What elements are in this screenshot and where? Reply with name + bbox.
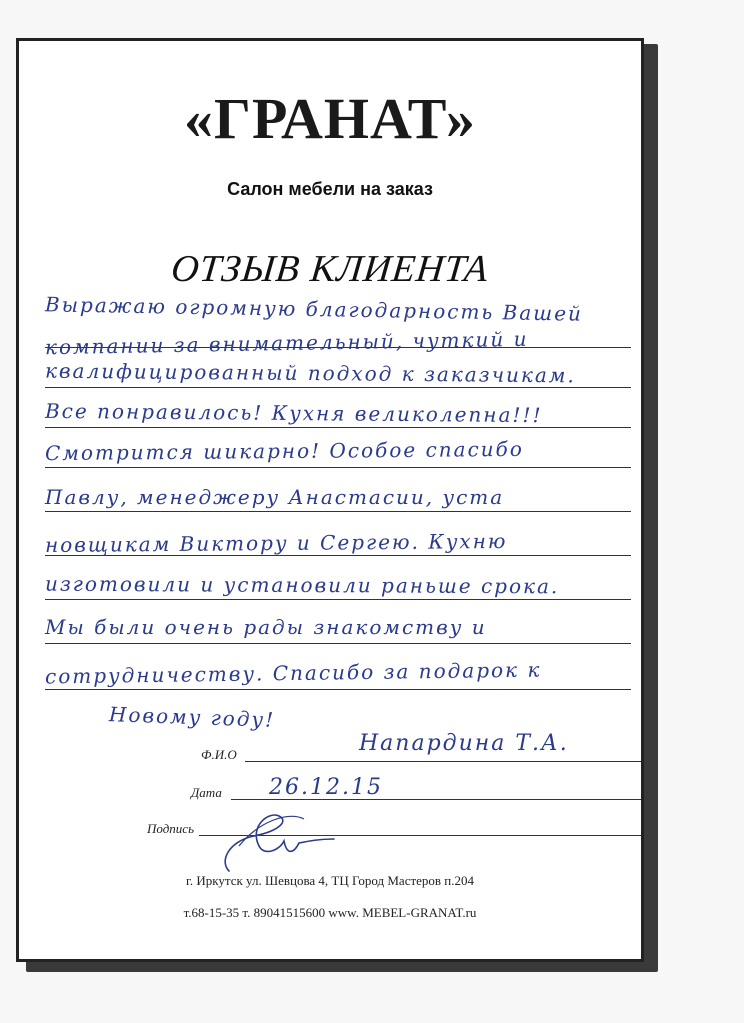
review-line-11: Новому году!: [108, 702, 276, 732]
review-line-3: квалифицированный подход к заказчикам.: [44, 358, 576, 388]
rule-line: [45, 511, 631, 512]
rule-line: [45, 387, 631, 388]
review-line-10: сотрудничеству. Спасибо за подарок к: [44, 657, 542, 689]
signature-label: Подпись: [147, 821, 194, 836]
date-value: 26.12.15: [269, 775, 383, 800]
review-line-6: Павлу, менеджеру Анастасии, уста: [45, 485, 505, 509]
company-subtitle: Салон мебели на заказ: [227, 179, 433, 199]
rule-line: [45, 643, 631, 644]
review-line-4: Все понравилось! Кухня великолепна!!!: [44, 398, 543, 428]
review-line-1: Выражаю огромную благодарность Вашей: [44, 292, 584, 326]
rule-line: [45, 689, 631, 690]
review-sheet: [16, 38, 644, 962]
handwritten-signature: [209, 801, 359, 881]
rule-line: [45, 427, 631, 428]
rule-line: [45, 599, 631, 600]
fio-value: Напардина Т.А.: [359, 731, 569, 756]
review-heading: ОТЗЫВ КЛИЕНТА: [169, 248, 491, 290]
company-title: «ГРАНАТ»: [184, 86, 476, 151]
review-line-2: компании за внимательный, чуткий и: [44, 326, 529, 360]
review-line-9: Мы были очень рады знакомству и: [45, 615, 487, 639]
review-line-7: новщикам Виктору и Сергею. Кухню: [44, 528, 508, 558]
date-label: Дата: [191, 785, 222, 800]
footer-contacts: т.68-15-35 т. 89041515600 www. MEBEL-GRANAT.ru: [183, 905, 477, 920]
fio-line: [245, 761, 641, 762]
review-line-5: Смотрится шикарно! Особое спасибо: [44, 436, 524, 466]
fio-label: Ф.И.О: [201, 747, 237, 762]
review-line-8: изготовили и установили раньше срока.: [44, 571, 560, 599]
footer-address: г. Иркутск ул. Шевцова 4, ТЦ Город Мастеров п.204: [185, 873, 475, 888]
rule-line: [45, 467, 631, 468]
